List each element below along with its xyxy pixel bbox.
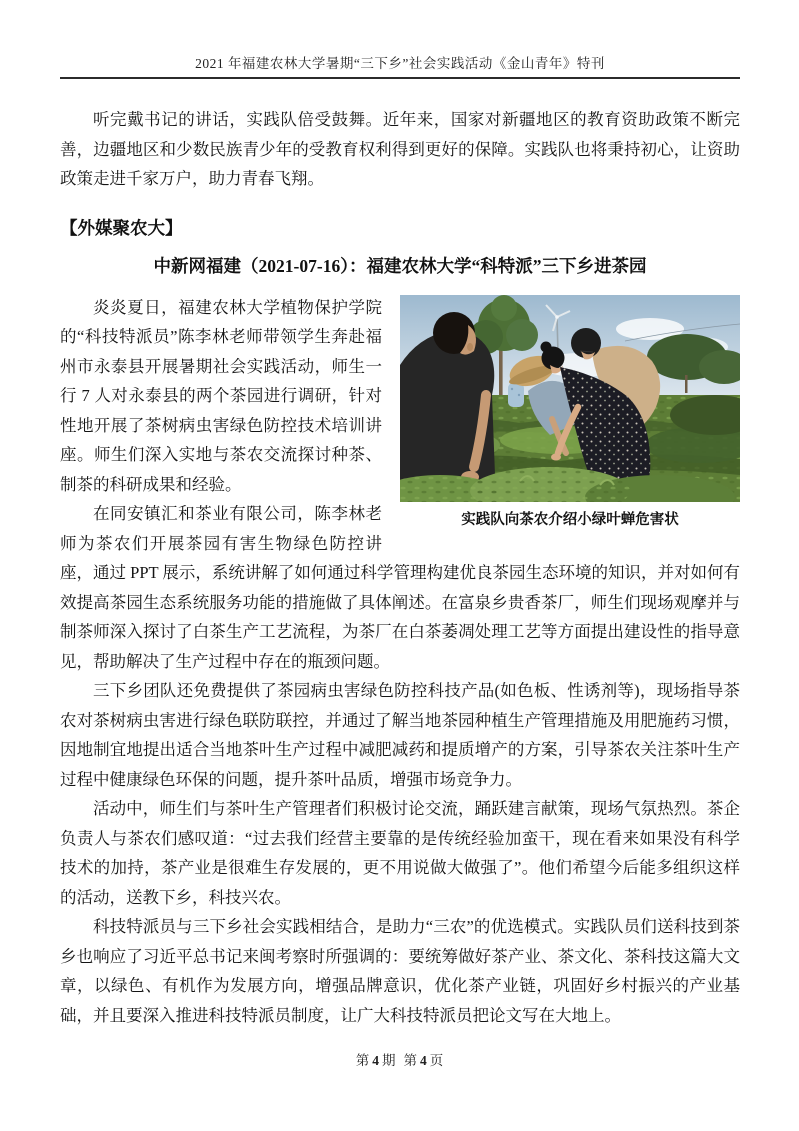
- article-body: [60, 293, 740, 1031]
- article-paragraph-3: 三下乡团队还免费提供了茶园病虫害绿色防控科技产品(如色板、性诱剂等)，现场指导茶农对茶树病虫害进行绿色联防联控，并通过了解当地茶园种植生产管理措施及用肥施药习惯，因地制宜地提出适合当地茶叶生产过程中减肥减药和提质增产的方案，引导茶农关注茶叶生产过程中健康绿色环保的问题，提升茶叶品质，增强市场竞争力。: [60, 681, 740, 789]
- footer-page-prefix: 第: [403, 1053, 417, 1068]
- footer-page-suffix: 页: [429, 1053, 444, 1068]
- article-paragraph-5: 科技特派员与三下乡社会实践相结合，是助力“三农”的优选模式。实践队员们送科技到茶乡也响应了习近平总书记来闽考察时所强调的：要统筹做好茶产业、茶文化、茶科技这篇大文章，以绿色、有机作为发展方向，增强品牌意识，优化茶产业链，巩固好乡村振兴的产业基础，并且要深入推进科技特派员制度，让广大科技特派员把论文写在大地上。: [60, 917, 740, 1025]
- intro-paragraph: 听完戴书记的讲话，实践队倍受鼓舞。近年来，国家对新疆地区的教育资助政策不断完善，边疆地区和少数民族青少年的受教育权利得到更好的保障。实践队也将秉持初心，让资助政策走进千家万户，助力青春飞翔。: [60, 110, 740, 188]
- article-paragraph-2: 在同安镇汇和茶业有限公司，陈李林老师为茶农们开展茶园有害生物绿色防控讲座，通过 PPT 展示，系统讲解了如何通过科学管理构建优良茶园生态环境的知识，并对如何有效提高茶园生态系统服务功能的措施做了具体阐述。在富泉乡贵香茶厂，师生们现场观摩并与制茶师深入探讨了白茶生产工艺流程，为茶厂在白茶萎凋处理工艺等方面提出建设性的指导意见，帮助解决了生产过程中存在的瓶颈问题。: [60, 504, 740, 671]
- footer-issue-number: 4: [372, 1053, 379, 1068]
- photo-caption: 实践队向茶农介绍小绿叶蝉危害状: [461, 511, 679, 528]
- header-title: 2021 年福建农林大学暑期“三下乡”社会实践活动《金山青年》特刊: [195, 56, 605, 71]
- footer-issue-suffix: 期: [382, 1053, 396, 1068]
- footer-issue-prefix: 第: [355, 1053, 370, 1068]
- tea-garden-figure: [400, 295, 740, 529]
- header-rule: [60, 77, 740, 79]
- page-body: [60, 105, 740, 1030]
- article-title: 中新网福建（2021-07-16）：福建农林大学“科特派”三下乡进茶园: [153, 255, 647, 276]
- article-paragraph-1: 炎炎夏日，福建农林大学植物保护学院的“科技特派员”陈李林老师带领学生奔赴福州市永泰县开展暑期社会实践活动，师生一行 7 人对永泰县的两个茶园进行调研，针对性地开展了茶树病虫害绿色防控技术培训讲座。师生们深入实地与茶农交流探讨种茶、制茶的科研成果和经验。: [60, 297, 382, 494]
- page-footer: [0, 1049, 799, 1069]
- footer-page-number: 4: [420, 1053, 427, 1068]
- section-heading: 【外媒聚农大】: [60, 217, 183, 238]
- page-header: [60, 0, 740, 79]
- tea-garden-photo: [400, 295, 740, 502]
- article-paragraph-4: 活动中，师生们与茶叶生产管理者们积极讨论交流，踊跃建言献策，现场气氛热烈。茶企负责人与茶农们感叹道：“过去我们经营主要靠的是传统经验加蛮干，现在看来如果没有科学技术的加持，茶产业是很难生存发展的，更不用说做大做强了”。他们希望今后能多组织这样的活动，送教下乡，科技兴农。: [60, 799, 740, 907]
